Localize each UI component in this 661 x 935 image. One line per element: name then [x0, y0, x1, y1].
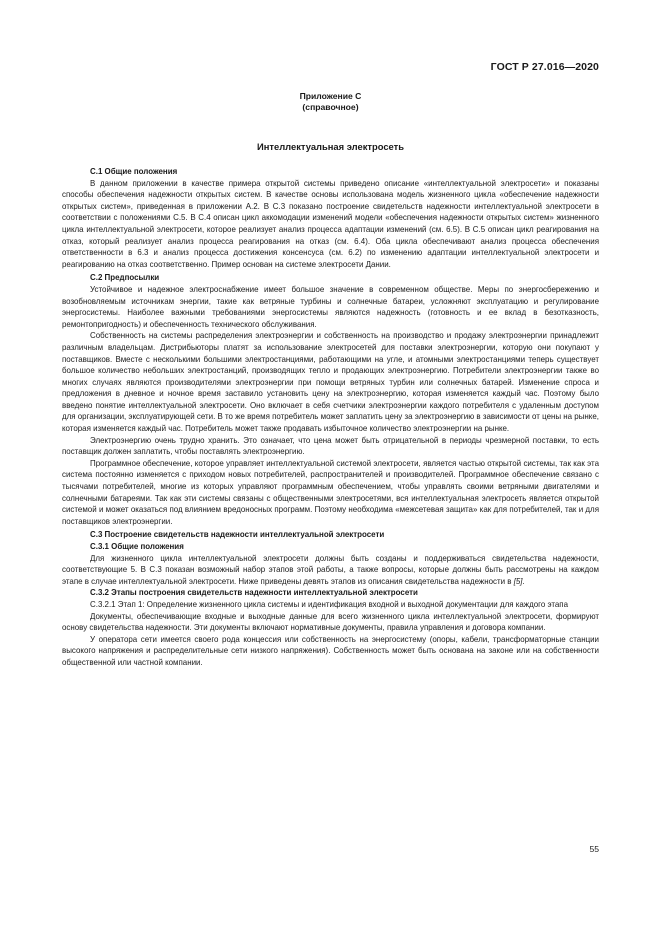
section-heading-c1: С.1 Общие положения — [90, 167, 178, 176]
annex-heading — [0, 91, 661, 113]
paragraph: Собственность на системы распределения электроэнергии и собственность на производство и продажу электроэнергии принадлежит различным владельцам. Дистрибьюторы платят за использование электросетей для поставки электроэнергии, которую они покупают у поставщиков. Вместе с несколькими большими электростанциями, работающими на угле, и атомными электростанциями теперь существует большое количество небольших электростанций, производящих тепло и продающих электроэнергию. Потребители электроэнергии также во многих случаях являются производителями электроэнергии при помощи ветряных турбин или солнечных батарей. Изменение спроса и предложения в дневное и ночное время заставило установить цену на электроэнергию, которая изменяется каждый час. Поэтому было введено понятие интеллектуальной электросети. Оно включает в себя счетчики электроэнергии каждого потребителя с удаленным доступом для организации, эксплуатирующей сети. В то же время потребитель может заплатить цену за электроэнергию в зависимости от цены на рынке, которая изменяется каждый час. Потребитель может также продавать избыточное количество электроэнергии на рынке. — [62, 331, 599, 434]
annex-type: (справочное) — [302, 102, 359, 112]
document-body — [62, 166, 599, 669]
stage-heading: С.3.2.1 Этап 1: Определение жизненного цикла системы и идентификация входной и выходной документации для каждого этапа — [90, 599, 569, 609]
document-title: Интеллектуальная электросеть — [257, 141, 404, 152]
subsection-heading-c31: С.3.1 Общие положения — [90, 542, 184, 551]
section-heading-c2: С.2 Предпосылки — [90, 273, 160, 283]
page-number: 55 — [589, 844, 599, 854]
annex-title: Приложение С — [299, 91, 362, 101]
paragraph-text: Для жизненного цикла интеллектуальной электросети должны быть созданы и поддерживаться свидетельства надежности, соответствующие 5. В С.3 показан возможный набор этапов этой работы, а также вопросы, которые должны быть рассмотрены на каждом этапе в случае интеллектуальной электросети. Ниже приведены девять этапов из описания свидетельства надежности в — [62, 553, 599, 586]
paragraph: Документы, обеспечивающие входные и выходные данные для всего жизненного цикла интеллектуальной электросети, формируют основу свидетельства надежности. Эти документы включают нормативные документы, правила управления и договора компании. — [62, 611, 599, 633]
paragraph: Устойчивое и надежное электроснабжение имеет большое значение в современном обществе. Меры по энергосбережению и возобновляемым источникам энергии, такие как ветряные турбины и солнечные батареи, усложняют эксплуатацию и регулирование энергосистемы. Наиболее важными требованиями энергосистемы являются надежность (готовность и ее вклад в безотказность, ремонтопригодность) и обеспеченность технического обслуживания. — [62, 284, 599, 329]
paragraph: Программное обеспечение, которое управляет интеллектуальной системой электросети, является частью открытой системы, так как эта система постоянно изменяется с приходом новых потребителей, распространителей и производителей. Программное обеспечение связано с тысячами потребителей, многие из которых управляют программным обеспечением, чтобы управлять своими ветряными двигателями и солнечными батареями. Так как эти системы связаны с общественными электросетями, вся интеллектуальная электросеть является открытой системой и может оказаться под влиянием вредоносных программ. Поэтому необходима «межсетевая защита» как для потребителей, так и для поставщиков электроэнергии. — [62, 458, 599, 526]
paragraph: В данном приложении в качестве примера открытой системы приведено описание «интеллектуальной электросети» и показаны способы обеспечения надежности открытых систем. В качестве основы использована модель жизненного цикла «обеспечение надежности открытых систем», приведенная в приложении А.2. В С.3 показано построение свидетельств надежности интеллектуальной электросети в соответствии с положениями С.5. В С.4 описан цикл аккомодации изменений модели «обеспечения надежности открытых систем» жизненного цикла интеллектуальной электросети, которое реализует анализ процесса адаптации изменений (см. 6.5). В С.5 описан цикл реагирования на отказ, который реализует анализ процесса реагирования на отказ (см. 6.4). Оба цикла обеспечивают анализ процесса обеспечения ответственности в 6.3 и анализ процесса достижения консенсуса (см. 6.2) по изменению адаптации интеллектуальной электросети и реагированию на отказ соответственно. Пример основан на системе электросети Дании. — [62, 178, 599, 269]
section-heading-c3: С.3 Построение свидетельств надежности интеллектуальной электросети — [90, 530, 385, 540]
paragraph — [62, 553, 599, 588]
reference-citation: [5] — [513, 576, 523, 586]
standard-code: ГОСТ Р 27.016—2020 — [490, 61, 599, 73]
paragraph-end: . — [522, 576, 525, 586]
paragraph: У оператора сети имеется своего рода концессия или собственность на энергосистему (опоры, кабели, трансформаторные станции высокого напряжения и распределительные сети низкого напряжения). Собственность может быть основана на законе или на собственности общественной или частной компании. — [62, 634, 599, 667]
subsection-heading-c32: С.3.2 Этапы построения свидетельств надежности интеллектуальной электросети — [90, 588, 418, 598]
paragraph: Электроэнергию очень трудно хранить. Это означает, что цена может быть отрицательной в периоды чрезмерной поставки, то есть поставщик должен заплатить, чтобы поставлять электроэнергию. — [62, 435, 599, 457]
